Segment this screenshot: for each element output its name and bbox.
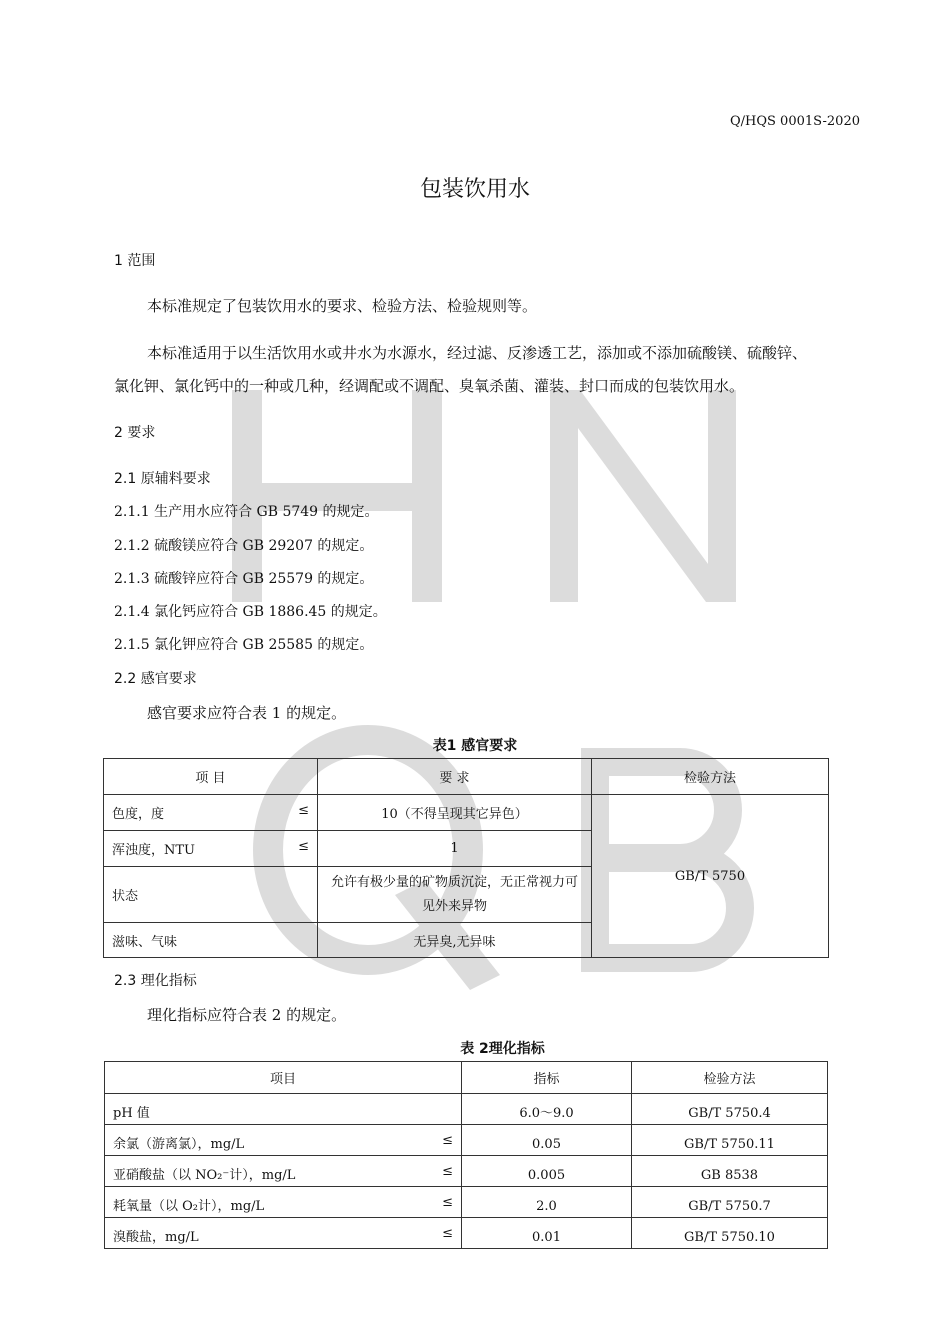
table-header: 指标	[462, 1062, 632, 1094]
cell-method: GB/T 5750.11	[632, 1125, 828, 1156]
page-title: 包装饮用水	[419, 177, 530, 202]
subsection-heading: 2.3 理化指标	[114, 973, 197, 989]
cell-requirement: 1	[318, 831, 592, 867]
cell-item: 溴酸盐，mg/L	[113, 1230, 199, 1245]
table-row	[105, 1094, 828, 1125]
le-sign: ≤	[442, 1133, 453, 1148]
paragraph: 感官要求应符合表 1 的规定。	[147, 704, 347, 722]
paragraph: 理化指标应符合表 2 的规定。	[147, 1006, 347, 1024]
cell-item: 耗氧量（以 O₂计），mg/L	[113, 1199, 265, 1214]
cell-item: 状态	[104, 867, 318, 923]
list-item: 2.1.2 硫酸镁应符合 GB 29207 的规定。	[114, 538, 374, 554]
cell-item: pH 值	[113, 1106, 150, 1121]
table-header: 要 求	[318, 759, 592, 795]
cell-value: 0.005	[462, 1156, 632, 1187]
table-header: 项目	[105, 1062, 462, 1094]
table-header: 检验方法	[632, 1062, 828, 1094]
le-sign: ≤	[442, 1164, 453, 1179]
cell-item: 余氯（游离氯），mg/L	[113, 1137, 245, 1152]
cell-method: GB/T 5750	[592, 795, 829, 958]
table-row	[105, 1156, 828, 1187]
table-header: 项 目	[104, 759, 318, 795]
list-item: 2.1.5 氯化钾应符合 GB 25585 的规定。	[114, 637, 374, 653]
cell-value: 0.05	[462, 1125, 632, 1156]
le-sign: ≤	[442, 1195, 453, 1210]
table-row	[105, 1187, 828, 1218]
table-caption: 表1 感官要求	[432, 738, 518, 754]
cell-method: GB 8538	[632, 1156, 828, 1187]
cell-value: 2.0	[462, 1187, 632, 1218]
list-item: 2.1.3 硫酸锌应符合 GB 25579 的规定。	[114, 571, 374, 587]
cell-requirement: 10（不得呈现其它异色）	[318, 795, 592, 831]
section-heading: 2 要求	[114, 425, 156, 441]
section-heading: 1 范围	[114, 253, 156, 269]
table-row	[105, 1125, 828, 1156]
subsection-heading: 2.1 原辅料要求	[114, 471, 211, 487]
cell-value: 0.01	[462, 1218, 632, 1249]
list-item: 2.1.1 生产用水应符合 GB 5749 的规定。	[114, 504, 379, 520]
cell-value: 6.0～9.0	[462, 1094, 632, 1125]
watermark-letter-n	[550, 390, 736, 602]
table-row	[104, 795, 829, 831]
list-item: 2.1.4 氯化钙应符合 GB 1886.45 的规定。	[114, 604, 387, 620]
physchem-table	[104, 1061, 828, 1249]
cell-method: GB/T 5750.7	[632, 1187, 828, 1218]
cell-method: GB/T 5750.10	[632, 1218, 828, 1249]
cell-item: 滋味、气味	[104, 923, 318, 958]
le-sign: ≤	[442, 1226, 453, 1241]
cell-item: 亚硝酸盐（以 NO₂⁻计），mg/L	[113, 1168, 296, 1183]
table-row	[105, 1218, 828, 1249]
cell-item: 色度，度	[112, 807, 165, 822]
paragraph: 氯化钾、氯化钙中的一种或几种，经调配或不调配、臭氧杀菌、灌装、封口而成的包装饮用水。	[114, 377, 745, 395]
cell-requirement: 允许有极少量的矿物质沉淀，无正常视力可见外来异物	[318, 867, 592, 923]
paragraph: 本标准规定了包装饮用水的要求、检验方法、检验规则等。	[147, 297, 538, 315]
le-sign: ≤	[298, 803, 309, 818]
cell-item: 浑浊度，NTU	[112, 843, 196, 858]
cell-requirement: 无异臭,无异味	[318, 923, 592, 958]
cell-method: GB/T 5750.4	[632, 1094, 828, 1125]
sensory-table	[103, 758, 829, 958]
le-sign: ≤	[298, 839, 309, 854]
standard-code: Q/HQS 0001S-2020	[729, 114, 860, 129]
table-header: 检验方法	[592, 759, 829, 795]
subsection-heading: 2.2 感官要求	[114, 671, 197, 687]
paragraph: 本标准适用于以生活饮用水或井水为水源水，经过滤、反渗透工艺，添加或不添加硫酸镁、硫酸锌、	[147, 344, 808, 362]
table-caption: 表 2理化指标	[460, 1041, 545, 1057]
